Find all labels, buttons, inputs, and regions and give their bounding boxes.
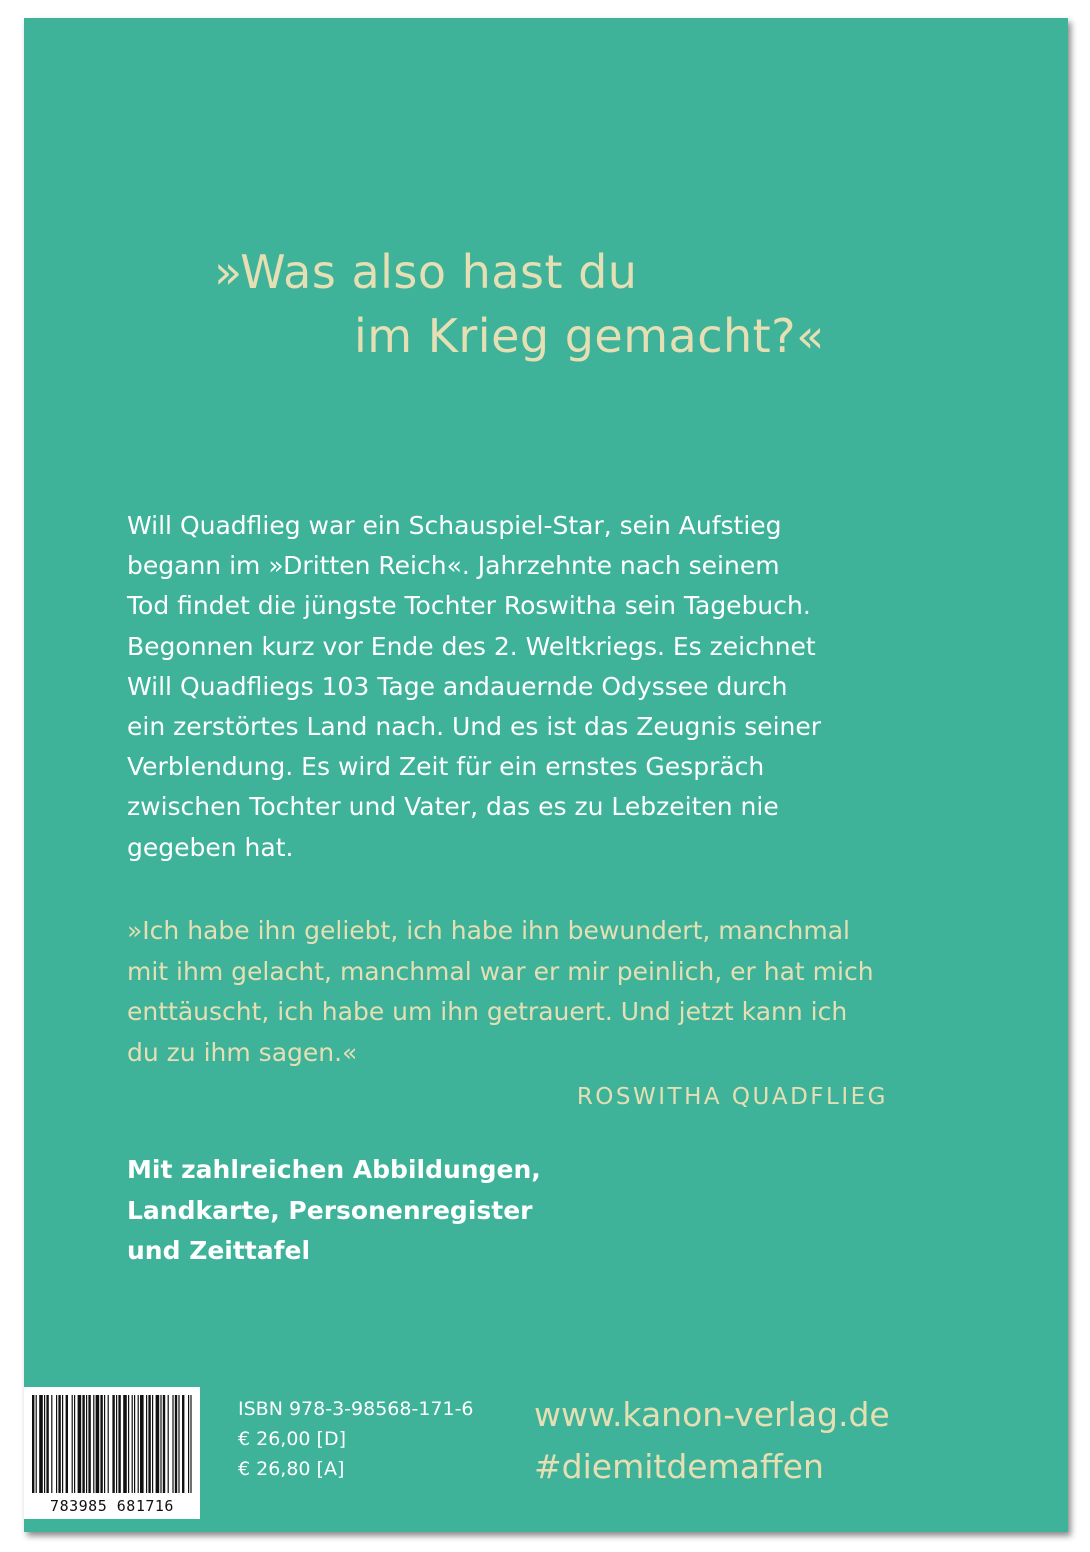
quote-line: enttäuscht, ich habe um ihn getrauert. Und jetzt kann ich xyxy=(127,997,848,1026)
barcode-bar xyxy=(163,1395,165,1493)
blurb-line: zwischen Tochter und Vater, das es zu Lebzeiten nie xyxy=(127,792,779,822)
features-line: und Zeittafel xyxy=(127,1236,311,1265)
barcode-bar xyxy=(134,1395,135,1493)
barcode-bar xyxy=(82,1395,84,1493)
features-line: Mit zahlreichen Abbildungen, xyxy=(127,1155,541,1184)
hashtag: #diemitdemaffen xyxy=(534,1447,824,1486)
blurb-line: begann im »Dritten Reich«. Jahrzehnte nach seinem xyxy=(127,551,780,581)
features-line: Landkarte, Personenregister xyxy=(127,1195,533,1225)
barcode-bar xyxy=(46,1395,48,1493)
barcode xyxy=(24,1387,200,1519)
barcode-bar xyxy=(156,1395,160,1493)
publisher-url: www.kanon-verlag.de xyxy=(534,1395,890,1434)
barcode-bar xyxy=(51,1395,52,1493)
price-austria: € 26,80 [A] xyxy=(238,1458,345,1480)
blurb-text xyxy=(127,506,867,868)
barcode-bar xyxy=(56,1395,57,1493)
blurb-line: Verblendung. Es wird Zeit für ein ernstes Gespräch xyxy=(127,752,765,782)
blurb-line: Begonnen kurz vor Ende des 2. Weltkriegs. Es zeichnet xyxy=(127,631,816,661)
barcode-bar xyxy=(74,1395,75,1493)
headline-line-1: »Was also hast du xyxy=(214,245,638,299)
quote-author: ROSWITHA QUADFLIEG xyxy=(576,1084,888,1110)
barcode-bar xyxy=(78,1395,82,1493)
barcode-bar xyxy=(116,1395,117,1493)
barcode-bar xyxy=(88,1395,90,1493)
barcode-bar xyxy=(62,1395,63,1493)
barcode-bar xyxy=(128,1395,129,1493)
barcode-bar xyxy=(58,1395,60,1493)
barcode-bar xyxy=(39,1395,43,1493)
barcode-bar xyxy=(86,1395,87,1493)
barcode-bar xyxy=(138,1395,139,1493)
barcode-bar xyxy=(160,1395,161,1493)
isbn-number: ISBN 978-3-98568-171-6 xyxy=(238,1398,474,1420)
publisher-web xyxy=(534,1389,890,1493)
barcode-bar xyxy=(190,1395,191,1493)
barcode-bar xyxy=(140,1395,144,1493)
quote-line: mit ihm gelacht, manchmal war er mir peinlich, er hat mich xyxy=(127,956,874,986)
quote-line: du zu ihm sagen.« xyxy=(127,1037,358,1067)
barcode-bar xyxy=(175,1395,177,1493)
isbn-price-block xyxy=(238,1394,474,1484)
barcode-bar xyxy=(36,1395,37,1493)
barcode-bar xyxy=(104,1395,105,1493)
barcode-bar xyxy=(188,1395,189,1493)
barcode-bar xyxy=(152,1395,153,1493)
barcode-bar xyxy=(146,1395,147,1493)
barcode-bar xyxy=(178,1395,179,1493)
blurb-line: Will Quadflieg war ein Schauspiel-Star, sein Aufstieg xyxy=(127,511,782,540)
barcode-bar xyxy=(123,1395,127,1493)
barcode-bar xyxy=(182,1395,184,1493)
barcode-bar xyxy=(132,1395,133,1493)
barcode-digits: 783985 681716 xyxy=(50,1497,174,1515)
price-germany: € 26,00 [D] xyxy=(238,1428,347,1450)
barcode-bar xyxy=(148,1395,150,1493)
barcode-bar xyxy=(118,1395,120,1493)
barcode-bar xyxy=(112,1395,114,1493)
barcode-bars xyxy=(30,1395,194,1493)
blurb-line: Tod findet die jüngste Tochter Roswitha sein Tagebuch. xyxy=(127,591,811,621)
blurb-line: Will Quadfliegs 103 Tage andauernde Odyssee durch xyxy=(127,671,788,701)
quote-line: »Ich habe ihn geliebt, ich habe ihn bewundert, manchmal xyxy=(127,916,850,945)
blurb-line: gegeben hat. xyxy=(127,832,294,862)
book-back-cover xyxy=(24,18,1068,1532)
barcode-bar xyxy=(172,1395,173,1493)
barcode-bar xyxy=(44,1395,45,1493)
blurb-line: ein zerstörtes Land nach. Und es ist das Zeugnis seiner xyxy=(127,712,822,742)
barcode-bar xyxy=(72,1395,73,1493)
barcode-bar xyxy=(32,1395,34,1493)
barcode-bar xyxy=(100,1395,102,1493)
headline-quote xyxy=(214,240,825,368)
barcode-bar xyxy=(96,1395,100,1493)
barcode-bar xyxy=(93,1395,94,1493)
author-quote xyxy=(127,911,907,1073)
headline-line-2: im Krieg gemacht?« xyxy=(354,309,825,363)
barcode-bar xyxy=(66,1395,68,1493)
barcode-bar xyxy=(168,1395,169,1493)
barcode-bar xyxy=(108,1395,109,1493)
features-note xyxy=(127,1150,541,1272)
